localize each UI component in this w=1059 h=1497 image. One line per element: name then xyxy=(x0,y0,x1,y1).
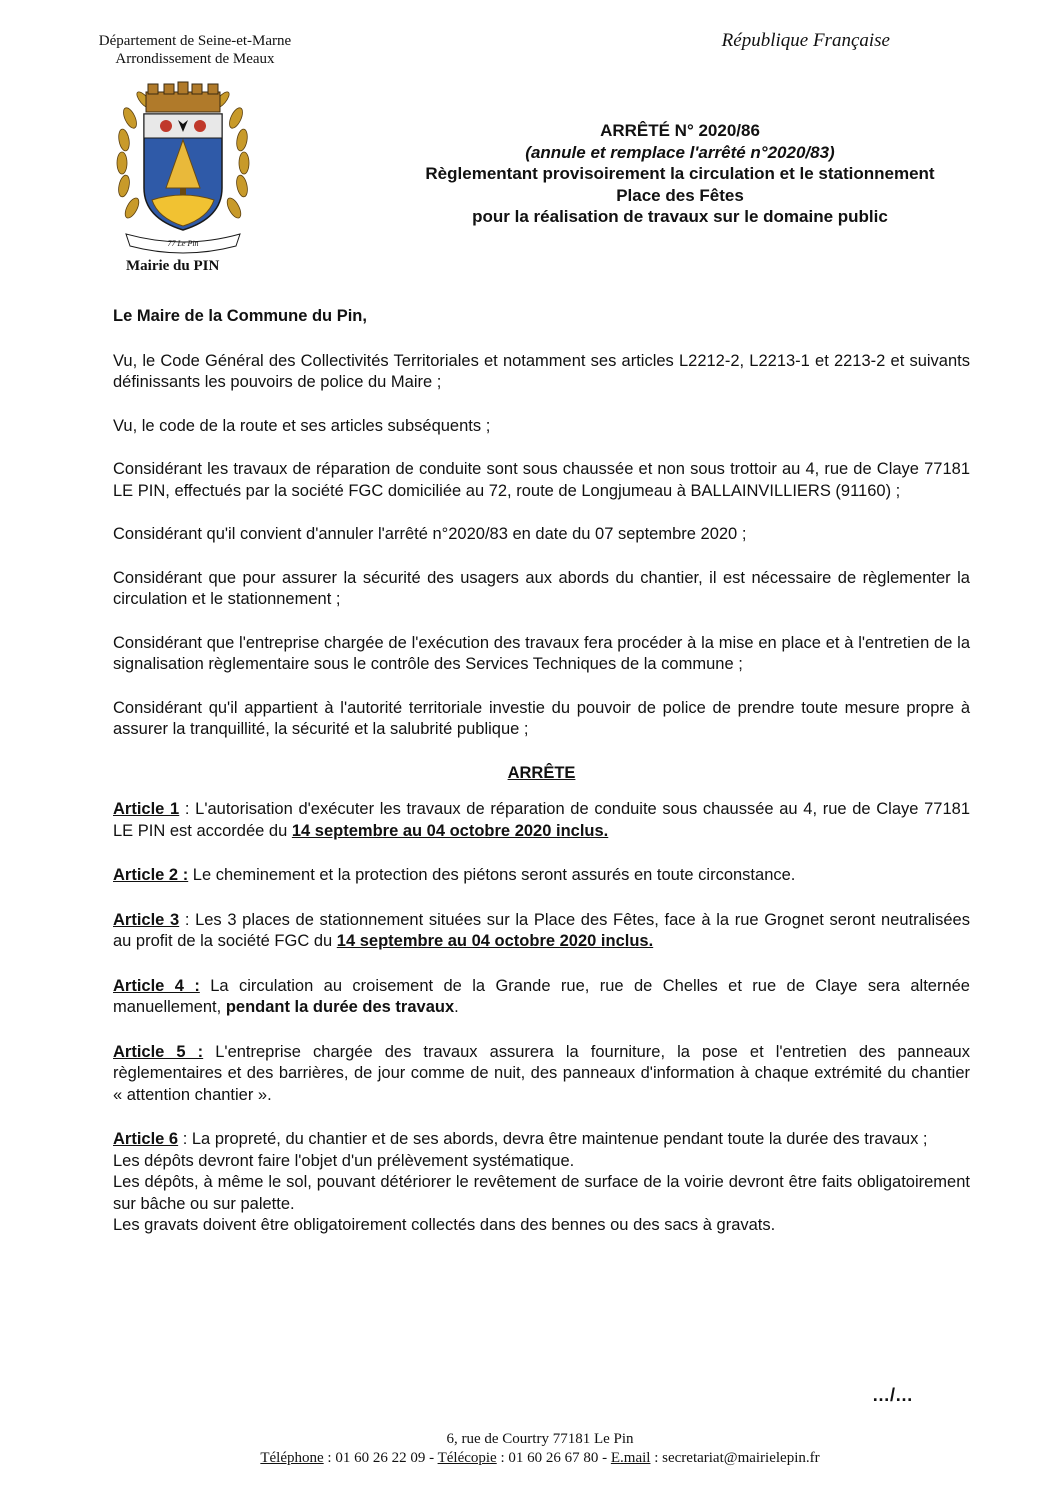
article-6-line: Les gravats doivent être obligatoirement collectés dans des bennes ou des sacs à gravats. xyxy=(113,1216,776,1234)
footer xyxy=(200,1430,880,1468)
footer-email-value: : secretariat@mairielepin.fr xyxy=(650,1450,820,1466)
considerant-paragraph: Considérant que l'entreprise chargée de l'exécution des travaux fera procéder à la mise en place et à l'entretien de la signalisation règlementaire sous le contrôle des Services Techniques de la commune ; xyxy=(113,633,970,673)
article-4-text: La circulation au croisement de la Grande rue, rue de Chelles et rue de Claye sera alternée manuellement, xyxy=(113,976,970,1016)
arrete-subject: Règlementant provisoirement la circulation et le stationnement xyxy=(425,164,935,183)
article-2-text: Le cheminement et la protection des piétons seront assurés en toute circonstance. xyxy=(188,866,796,884)
article-5-label: Article 5 : xyxy=(113,1042,204,1061)
republique-francaise: République Française xyxy=(721,30,890,51)
mairie-label: Mairie du PIN xyxy=(126,258,220,274)
document-body xyxy=(113,306,970,1237)
footer-fax-value: : 01 60 26 67 80 - xyxy=(496,1450,611,1466)
article-6-line: Les dépôts, à même le sol, pouvant détériorer le revêtement de surface de la voirie devront être faits obligatoirement sur bâche ou sur palette. xyxy=(113,1173,970,1213)
footer-tel-label: Téléphone xyxy=(260,1450,324,1466)
article-3-dates: 14 septembre au 04 octobre 2020 inclus. xyxy=(336,932,654,950)
article-1 xyxy=(113,799,970,842)
arrete-location: Place des Fêtes xyxy=(616,185,744,205)
arrete-annule-note: (annule et remplace l'arrêté n°2020/83) xyxy=(525,142,835,162)
considerant-paragraph: Considérant les travaux de réparation de conduite sont sous chaussée et non sous trottoir au 4, rue de Claye 77181 LE PIN, effectués par la société FGC domiciliée au 72, route de Longjumeau à BALLAINVILLIERS (91160) ; xyxy=(113,460,970,500)
coat-of-arms-icon xyxy=(108,78,258,256)
considerant-paragraph: Considérant qu'il appartient à l'autorité territoriale investie du pouvoir de police de prendre toute mesure propre à assurer la tranquillité, la sécurité et la salubrité publique ; xyxy=(113,698,970,738)
article-4-bold-tail: pendant la durée des travaux xyxy=(225,998,455,1016)
page-continues-marker: …/… xyxy=(872,1385,914,1405)
article-1-text: : L'autorisation d'exécuter les travaux de réparation de conduite sous chaussée au 4, rue de Claye 77181 LE PIN est accordée du xyxy=(113,800,970,840)
article-4 xyxy=(113,976,970,1019)
article-6-line: Les dépôts devront faire l'objet d'un prélèvement systématique. xyxy=(113,1151,575,1170)
article-2-label: Article 2 : xyxy=(113,866,189,884)
article-3-text: : Les 3 places de stationnement situées sur la Place des Fêtes, face à la rue Grognet seront neutralisées au profit de la société FGC du xyxy=(113,910,970,950)
article-6-label: Article 6 xyxy=(113,1130,179,1148)
article-3 xyxy=(113,910,970,953)
article-2 xyxy=(113,865,970,887)
arrondissement-line: Arrondissement de Meaux xyxy=(115,51,275,67)
article-5 xyxy=(113,1042,970,1107)
considerant-paragraph: Vu, le code de la route et ses articles subséquents ; xyxy=(113,416,491,435)
article-5-text: L'entreprise chargée des travaux assurera la fourniture, la pose et l'entretien des panneaux règlementaires et des barrières, de jour comme de nuit, des panneaux d'information à chaque extrémité du chantier « attention chantier ». xyxy=(113,1042,970,1104)
article-4-label: Article 4 : xyxy=(113,976,200,995)
footer-tel-value: : 01 60 26 22 09 - xyxy=(323,1450,438,1466)
department-line: Département de Seine-et-Marne xyxy=(98,33,292,49)
footer-fax-label: Télécopie xyxy=(437,1450,497,1466)
article-6-text: : La propreté, du chantier et de ses abords, devra être maintenue pendant toute la durée des travaux ; xyxy=(178,1130,928,1148)
considerant-paragraph: Vu, le Code Général des Collectivités Territoriales et notamment ses articles L2212-2, L2213-1 et 2213-2 et suivants définissants les pouvoirs de police du Maire ; xyxy=(113,351,970,391)
arrete-number: ARRÊTÉ N° 2020/86 xyxy=(600,121,760,140)
article-1-dates: 14 septembre au 04 octobre 2020 inclus. xyxy=(291,821,609,840)
article-6-first xyxy=(113,1129,970,1151)
department-header xyxy=(60,32,330,68)
article-6 xyxy=(113,1129,970,1237)
article-4-end: . xyxy=(454,998,459,1016)
crest-ribbon-text: 77 Le Pin xyxy=(167,239,199,248)
article-1-label: Article 1 xyxy=(113,800,180,818)
considerant-paragraph: Considérant qu'il convient d'annuler l'arrêté n°2020/83 en date du 07 septembre 2020 ; xyxy=(113,525,747,543)
maire-line: Le Maire de la Commune du Pin, xyxy=(113,307,367,325)
article-3-label: Article 3 xyxy=(113,910,180,929)
arrete-title-block xyxy=(360,120,1000,228)
footer-address: 6, rue de Courtry 77181 Le Pin xyxy=(446,1431,634,1447)
arrete-purpose: pour la réalisation de travaux sur le domaine public xyxy=(472,207,888,226)
footer-contacts xyxy=(200,1449,880,1468)
arrete-heading: ARRÊTE xyxy=(507,763,576,782)
footer-email-label: E.mail xyxy=(610,1450,651,1466)
considerant-paragraph: Considérant que pour assurer la sécurité des usagers aux abords du chantier, il est nécessaire de règlementer la circulation et le stationnement ; xyxy=(113,568,970,608)
